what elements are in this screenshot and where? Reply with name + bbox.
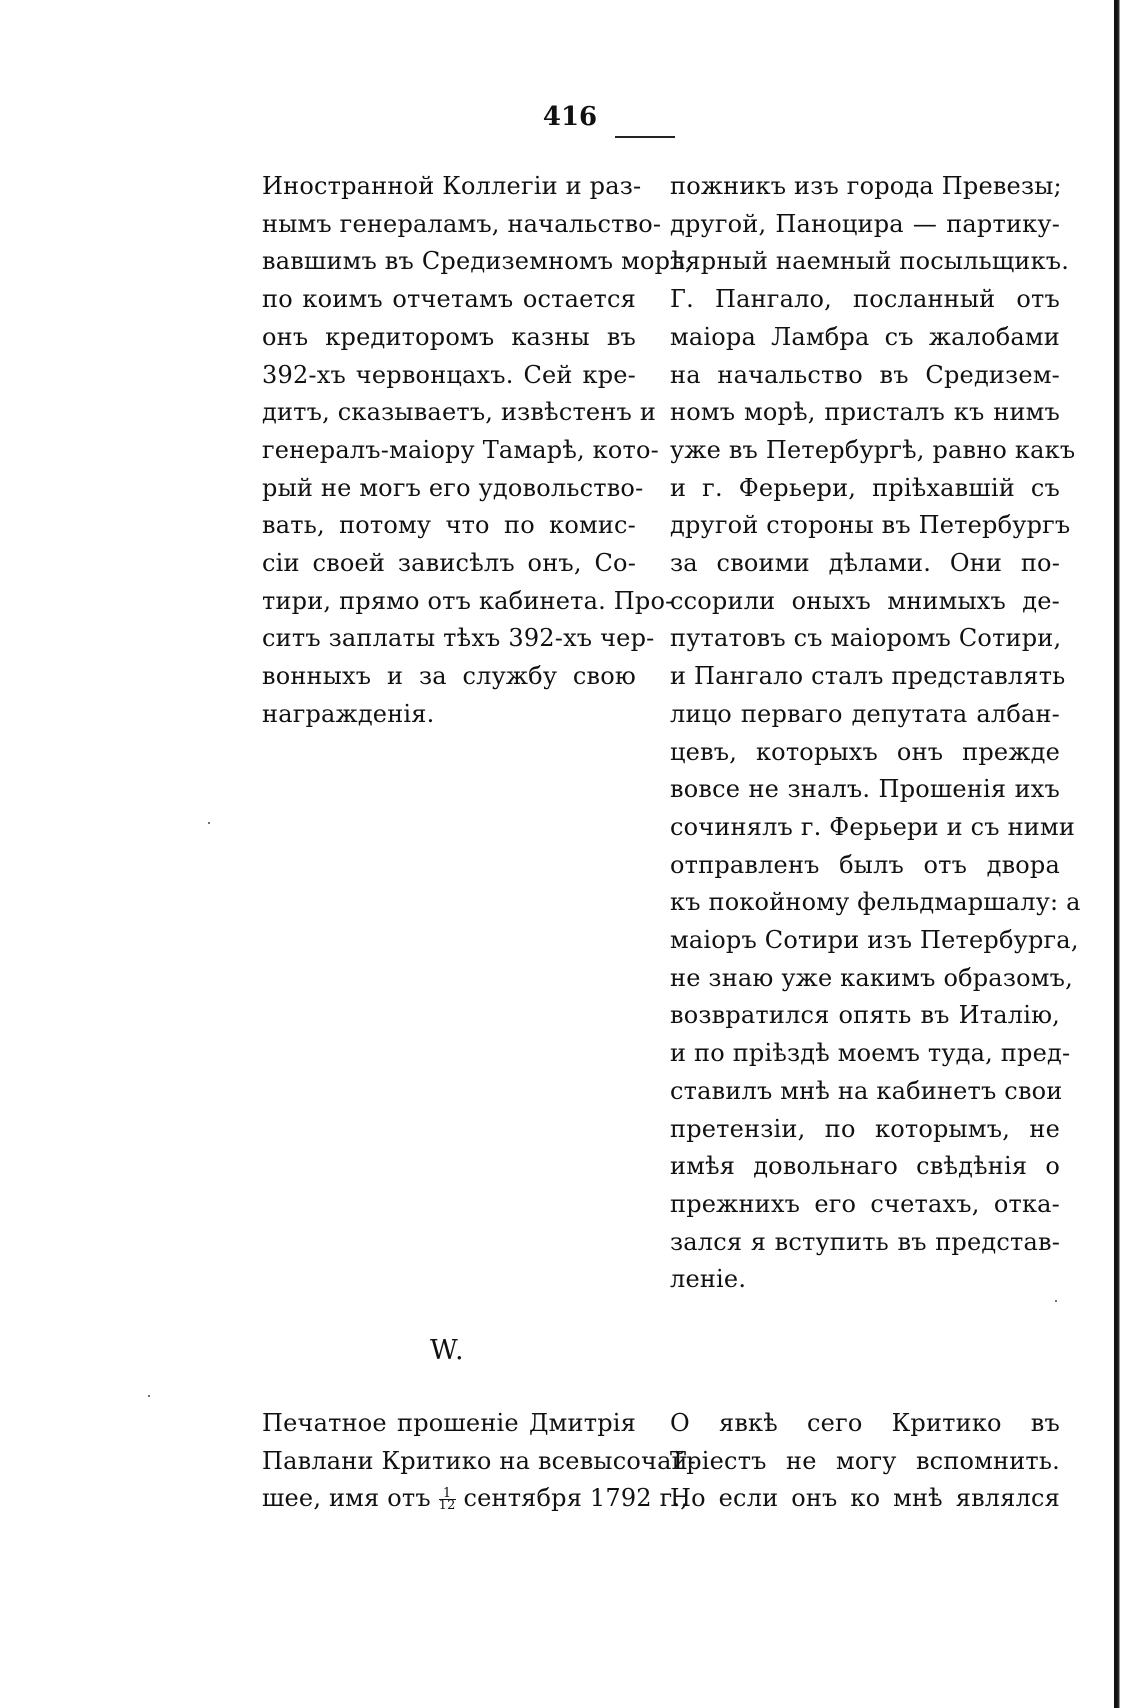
scan-edge-line bbox=[1114, 0, 1120, 1708]
text-line: дитъ, сказываетъ, извѣстенъ и bbox=[262, 398, 657, 427]
text-line: номъ морѣ, присталъ къ нимъ bbox=[670, 398, 1060, 427]
text-line: Но если онъ ко мнѣ являлся bbox=[670, 1484, 1060, 1513]
text-line: леніе. bbox=[670, 1265, 747, 1294]
text-line: и Пангало сталъ представлять bbox=[670, 662, 1066, 691]
text-line: Тріестъ не могу вспомнить. bbox=[670, 1446, 1060, 1475]
page-number: 416 bbox=[542, 102, 598, 132]
top-left-column bbox=[262, 168, 693, 734]
bottom-right-column bbox=[670, 1405, 1060, 1518]
text-line: пожникъ изъ города Превезы; bbox=[670, 172, 1062, 200]
text-line: нымъ генераламъ, начальство- bbox=[262, 209, 662, 238]
section-heading: W. bbox=[430, 1335, 466, 1366]
text-line: Г. Пангало, посланный отъ bbox=[670, 285, 1060, 314]
text-line: Печатное прошеніе Дмитрія bbox=[262, 1409, 636, 1437]
text-line: Павлани Критико на всевысочай- bbox=[262, 1446, 697, 1475]
text-line: ситъ заплаты тѣхъ 392-хъ чер- bbox=[262, 624, 655, 653]
text-line: ссорили оныхъ мнимыхъ де- bbox=[670, 586, 1060, 615]
scan-speck bbox=[208, 822, 210, 824]
fraction-denominator: 12 bbox=[438, 1498, 456, 1514]
text-line: и г. Ферьери, пріѣхавшій съ bbox=[670, 473, 1060, 502]
text-line: награжденія. bbox=[262, 699, 435, 728]
text-fragment: сентября 1792 г., bbox=[463, 1484, 689, 1513]
text-line: вавшимъ въ Средиземномъ морѣ, bbox=[262, 247, 693, 276]
text-line: зался я вступить въ представ- bbox=[670, 1227, 1060, 1256]
text-line: къ покойному фельдмаршалу: а bbox=[670, 888, 1081, 917]
text-line: цевъ, которыхъ онъ прежде bbox=[670, 737, 1060, 766]
text-line: сіи своей зависѣлъ онъ, Со- bbox=[262, 549, 636, 578]
scan-speck bbox=[1055, 1300, 1057, 1302]
text-line: отправленъ былъ отъ двора bbox=[670, 850, 1060, 879]
text-line: по коимъ отчетамъ остается bbox=[262, 285, 636, 314]
text-line: 392-хъ червонцахъ. Сей кре- bbox=[262, 360, 636, 389]
text-line bbox=[262, 1480, 689, 1518]
text-line: прежнихъ его счетахъ, отка- bbox=[670, 1189, 1060, 1218]
text-line: рый не могъ его удовольство- bbox=[262, 473, 644, 502]
text-line: вонныхъ и за службу свою bbox=[262, 662, 636, 691]
text-line: О явкѣ сего Критико въ bbox=[670, 1409, 1060, 1437]
text-line: другой, Паноцира — партику- bbox=[670, 209, 1060, 238]
text-line: за своими дѣлами. Они по- bbox=[670, 549, 1060, 578]
text-line: онъ кредиторомъ казны въ bbox=[262, 322, 636, 351]
text-line: сочинялъ г. Ферьери и съ ними bbox=[670, 812, 1076, 841]
text-line: маіора Ламбра съ жалобами bbox=[670, 322, 1060, 351]
text-line: ставилъ мнѣ на кабинетъ свои bbox=[670, 1076, 1063, 1105]
bottom-left-column bbox=[262, 1405, 697, 1518]
top-right-column bbox=[670, 168, 1081, 1299]
text-line: маіоръ Сотири изъ Петербурга, bbox=[670, 926, 1079, 955]
fraction-numerator: 1 bbox=[439, 1488, 456, 1500]
text-line: тири, прямо отъ кабинета. Про- bbox=[262, 586, 674, 615]
text-line: возвратился опять въ Италію, bbox=[670, 1001, 1060, 1030]
text-line: уже въ Петербургѣ, равно какъ bbox=[670, 435, 1076, 464]
date-fraction bbox=[438, 1486, 456, 1514]
text-fragment: шее, имя отъ bbox=[262, 1484, 431, 1513]
text-line: путатовъ съ маіоромъ Сотири, bbox=[670, 624, 1062, 653]
text-line: на начальство въ Средизем- bbox=[670, 360, 1060, 389]
text-line: лицо перваго депутата албан- bbox=[670, 699, 1060, 728]
text-line: имѣя довольнаго свѣдѣнія о bbox=[670, 1152, 1060, 1181]
text-line: не знаю уже какимъ образомъ, bbox=[670, 963, 1073, 992]
scan-speck bbox=[148, 1395, 150, 1397]
text-line: Иностранной Коллегіи и раз- bbox=[262, 172, 642, 200]
text-line: вать, потому что по комис- bbox=[262, 511, 636, 540]
page-number-underline bbox=[615, 136, 675, 138]
text-line: лярный наемный посыльщикъ. bbox=[670, 247, 1070, 276]
text-line: вовсе не зналъ. Прошенія ихъ bbox=[670, 775, 1060, 804]
text-line: генералъ-маіору Тамарѣ, кото- bbox=[262, 435, 659, 464]
text-line: и по пріѣздѣ моемъ туда, пред- bbox=[670, 1039, 1071, 1068]
text-line: другой стороны въ Петербургъ bbox=[670, 511, 1071, 540]
text-line: претензіи, по которымъ, не bbox=[670, 1114, 1060, 1143]
